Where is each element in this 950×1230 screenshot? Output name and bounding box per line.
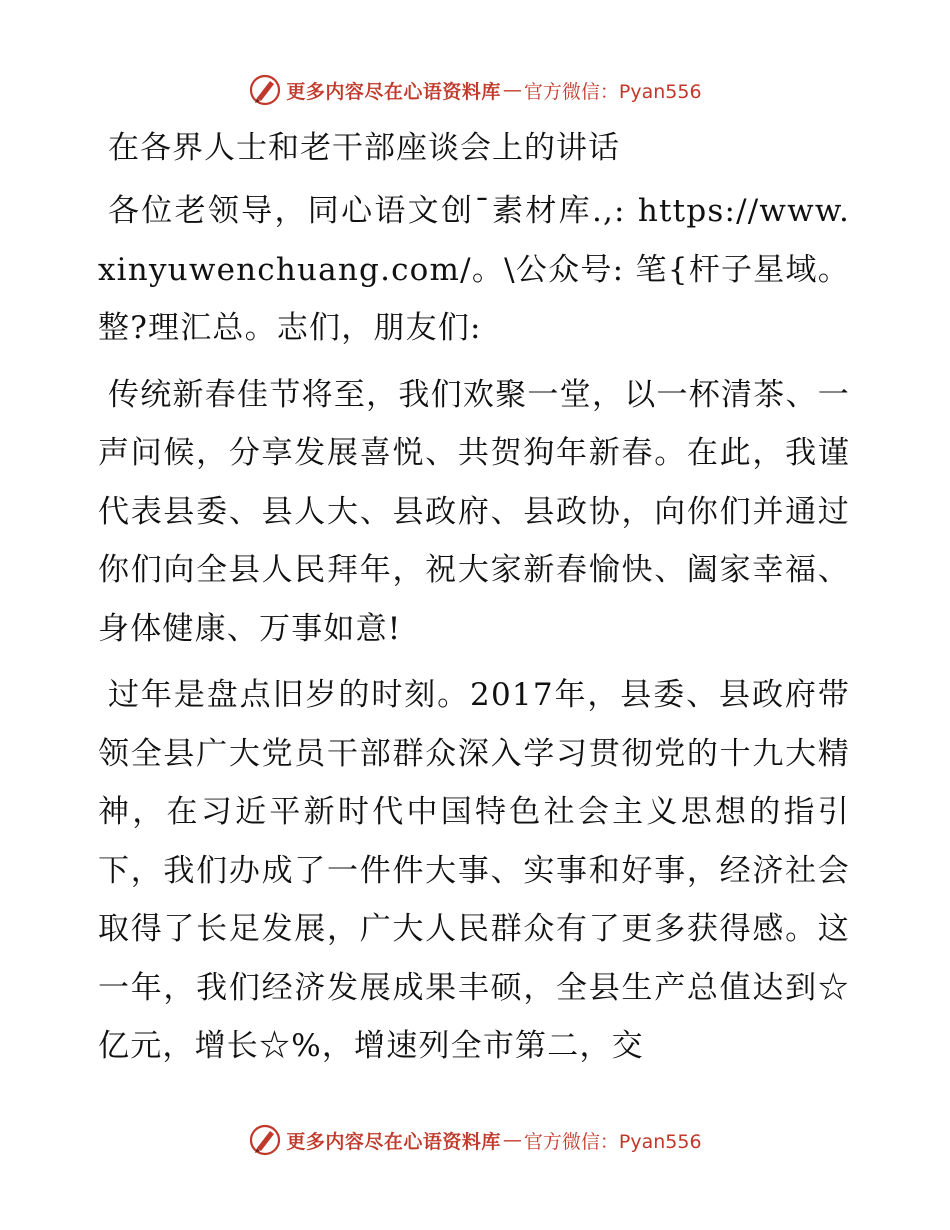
banner-separator: — [502, 1129, 522, 1151]
header-watermark-banner [0, 70, 950, 110]
banner-text: 更多内容尽在心语资料库 [286, 1130, 501, 1153]
banner-text: 更多内容尽在心语资料库 [286, 80, 501, 103]
paragraph-greeting: 各位老领导，同心语文创¯素材库.,: https://www.xinyuwenchuang.com/。\公众号: 笔{杆子星域。整?理汇总。志们，朋友们: [98, 193, 850, 346]
footer-watermark-banner [0, 1120, 950, 1160]
paragraph-new-year: 传统新春佳节将至，我们欢聚一堂，以一杯清茶、一声问候，分享发展喜悦、共贺狗年新春。在此，我谨代表县委、县人大、县政府、县政协，向你们并通过你们向全县人民拜年，祝大家新春愉快、阖家幸福、身体健康、万事如意! [98, 376, 850, 647]
pen-logo-icon [248, 73, 282, 107]
banner-wechat: 官方微信：Pyan556 [523, 1130, 702, 1153]
document-body [98, 122, 850, 1084]
document-title: 在各界人士和老干部座谈会上的讲话 [108, 130, 620, 166]
pen-logo-icon [248, 1123, 282, 1157]
banner-wechat: 官方微信：Pyan556 [523, 80, 702, 103]
banner-separator: — [502, 79, 522, 101]
paragraph-review: 过年是盘点旧岁的时刻。2017年，县委、县政府带领全县广大党员干部群众深入学习贯彻党的十九大精神，在习近平新时代中国特色社会主义思想的指引下，我们办成了一件件大事、实事和好事，经济社会取得了长足发展，广大人民群众有了更多获得感。这一年，我们经济发展成果丰硕，全县生产总值达到☆亿元，增长☆%，增速列全市第二，交 [98, 677, 850, 1064]
